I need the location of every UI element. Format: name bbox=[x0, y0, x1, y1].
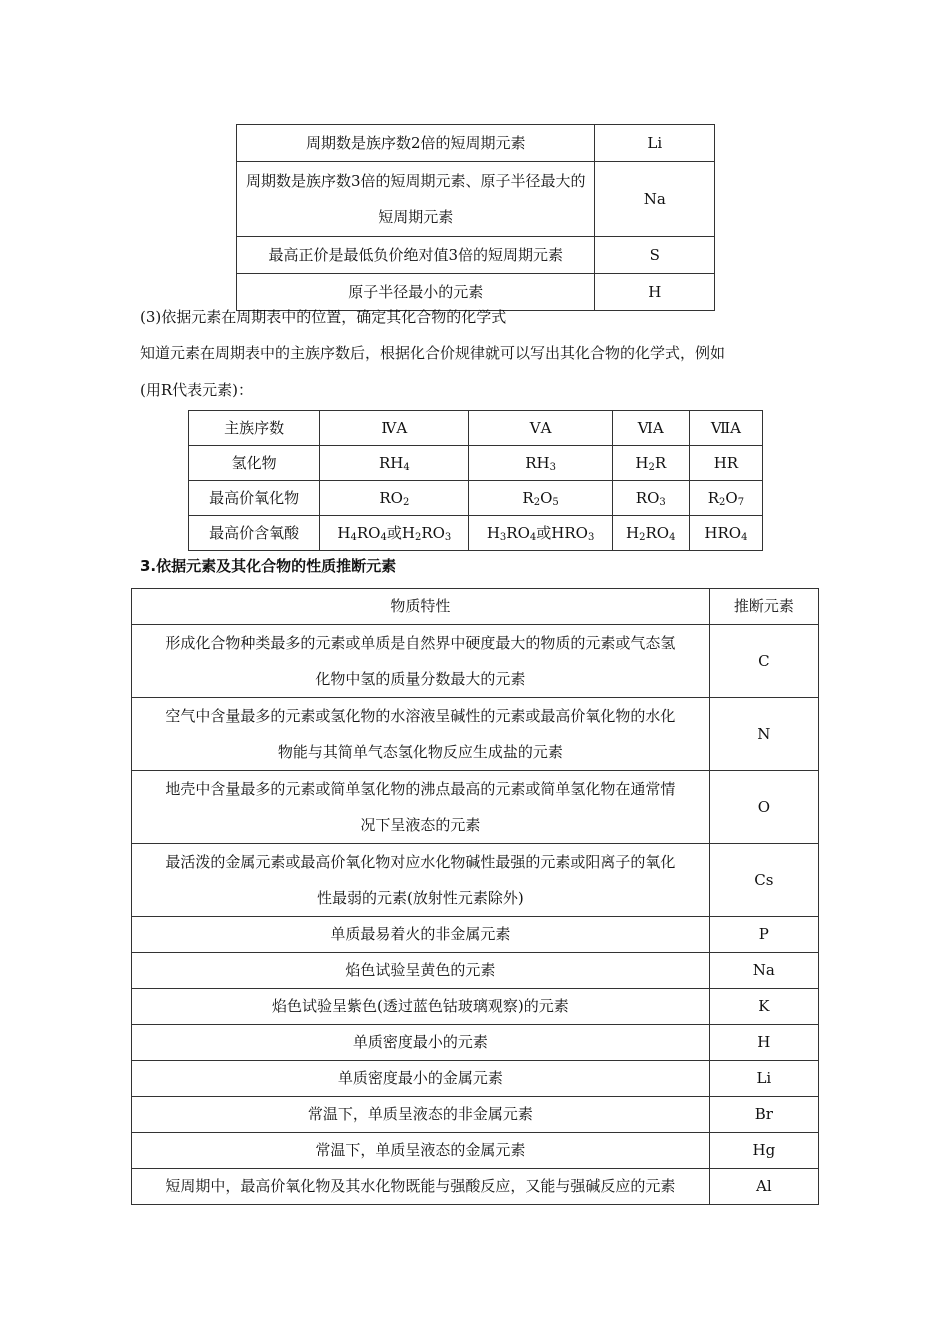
table-cell: 地壳中含量最多的元素或简单氢化物的沸点最高的元素或简单氢化物在通常情 况下呈液态的元素 bbox=[132, 771, 710, 844]
table-cell: 焰色试验呈黄色的元素 bbox=[132, 953, 710, 989]
table-header: 主族序数 bbox=[189, 411, 320, 446]
table-cell: 原子半径最小的元素 bbox=[237, 274, 595, 311]
table-cell: 最高正价是最低负价绝对值3倍的短周期元素 bbox=[237, 237, 595, 274]
section-heading: 3.依据元素及其化合物的性质推断元素 bbox=[140, 557, 397, 575]
table-header: 物质特性 bbox=[132, 589, 710, 625]
formula-cell: $H_2RO_4$ bbox=[612, 516, 689, 551]
table-cell: P bbox=[709, 917, 818, 953]
formula-cell: HR bbox=[689, 446, 762, 481]
paragraph-line: 知道元素在周期表中的主族序数后，根据化合价规律就可以写出其化合物的化学式，例如 bbox=[140, 344, 726, 362]
row-label: 最高价氧化物 bbox=[189, 481, 320, 516]
table-cell: 周期数是族序数3倍的短周期元素、原子半径最大的短周期元素 bbox=[237, 162, 595, 237]
table-cell: Na bbox=[709, 953, 818, 989]
row-label: 最高价含氧酸 bbox=[189, 516, 320, 551]
table-header: ⅣA bbox=[320, 411, 469, 446]
formula-cell: $H_2R$ bbox=[612, 446, 689, 481]
paragraph-line: (用R代表元素)： bbox=[140, 381, 253, 399]
table-cell: 最活泼的金属元素或最高价氧化物对应水化物碱性最强的元素或阳离子的氧化 性最弱的元素(放射性元素除外) bbox=[132, 844, 710, 917]
table-cell: Cs bbox=[709, 844, 818, 917]
formula-cell: $HRO_4$ bbox=[689, 516, 762, 551]
formula-cell: $R_2O_7$ bbox=[689, 481, 762, 516]
table-cell: 短周期中，最高价氧化物及其水化物既能与强酸反应，又能与强碱反应的元素 bbox=[132, 1169, 710, 1205]
table-cell: Na bbox=[595, 162, 715, 237]
formula-cell: $RH_4$ bbox=[320, 446, 469, 481]
table-cell: H bbox=[709, 1025, 818, 1061]
table-header: ⅥA bbox=[612, 411, 689, 446]
table-cell: Li bbox=[709, 1061, 818, 1097]
short-period-table bbox=[236, 124, 715, 311]
table-cell: S bbox=[595, 237, 715, 274]
table-header: 推断元素 bbox=[709, 589, 818, 625]
table-cell: Hg bbox=[709, 1133, 818, 1169]
table-cell: 常温下，单质呈液态的金属元素 bbox=[132, 1133, 710, 1169]
table-cell: C bbox=[709, 625, 818, 698]
properties-table bbox=[131, 588, 819, 1205]
section-heading: (3)依据元素在周期表中的位置，确定其化合物的化学式 bbox=[140, 308, 507, 326]
formula-table bbox=[188, 410, 763, 551]
formula-cell: $RO_3$ bbox=[612, 481, 689, 516]
table-cell: H bbox=[595, 274, 715, 311]
formula-cell: $R_2O_5$ bbox=[469, 481, 612, 516]
formula-cell: $H_3RO_4$或$HRO_3$ bbox=[469, 516, 612, 551]
table-cell: Li bbox=[595, 125, 715, 162]
table-cell: 单质密度最小的元素 bbox=[132, 1025, 710, 1061]
table-header: ⅤA bbox=[469, 411, 612, 446]
table-cell: N bbox=[709, 698, 818, 771]
table-cell: 常温下，单质呈液态的非金属元素 bbox=[132, 1097, 710, 1133]
table-cell: 形成化合物种类最多的元素或单质是自然界中硬度最大的物质的元素或气态氢 化物中氢的质量分数最大的元素 bbox=[132, 625, 710, 698]
table-cell: 单质密度最小的金属元素 bbox=[132, 1061, 710, 1097]
formula-cell: $H_4RO_4$或$H_2RO_3$ bbox=[320, 516, 469, 551]
formula-cell: $RH_3$ bbox=[469, 446, 612, 481]
table-cell: 单质最易着火的非金属元素 bbox=[132, 917, 710, 953]
table-cell: 焰色试验呈紫色(透过蓝色钴玻璃观察)的元素 bbox=[132, 989, 710, 1025]
table-cell: Br bbox=[709, 1097, 818, 1133]
row-label: 氢化物 bbox=[189, 446, 320, 481]
table-cell: 周期数是族序数2倍的短周期元素 bbox=[237, 125, 595, 162]
table-cell: O bbox=[709, 771, 818, 844]
table-cell: 空气中含量最多的元素或氢化物的水溶液呈碱性的元素或最高价氧化物的水化 物能与其简单气态氢化物反应生成盐的元素 bbox=[132, 698, 710, 771]
formula-cell: $RO_2$ bbox=[320, 481, 469, 516]
table-cell: K bbox=[709, 989, 818, 1025]
table-header: ⅦA bbox=[689, 411, 762, 446]
table-cell: Al bbox=[709, 1169, 818, 1205]
